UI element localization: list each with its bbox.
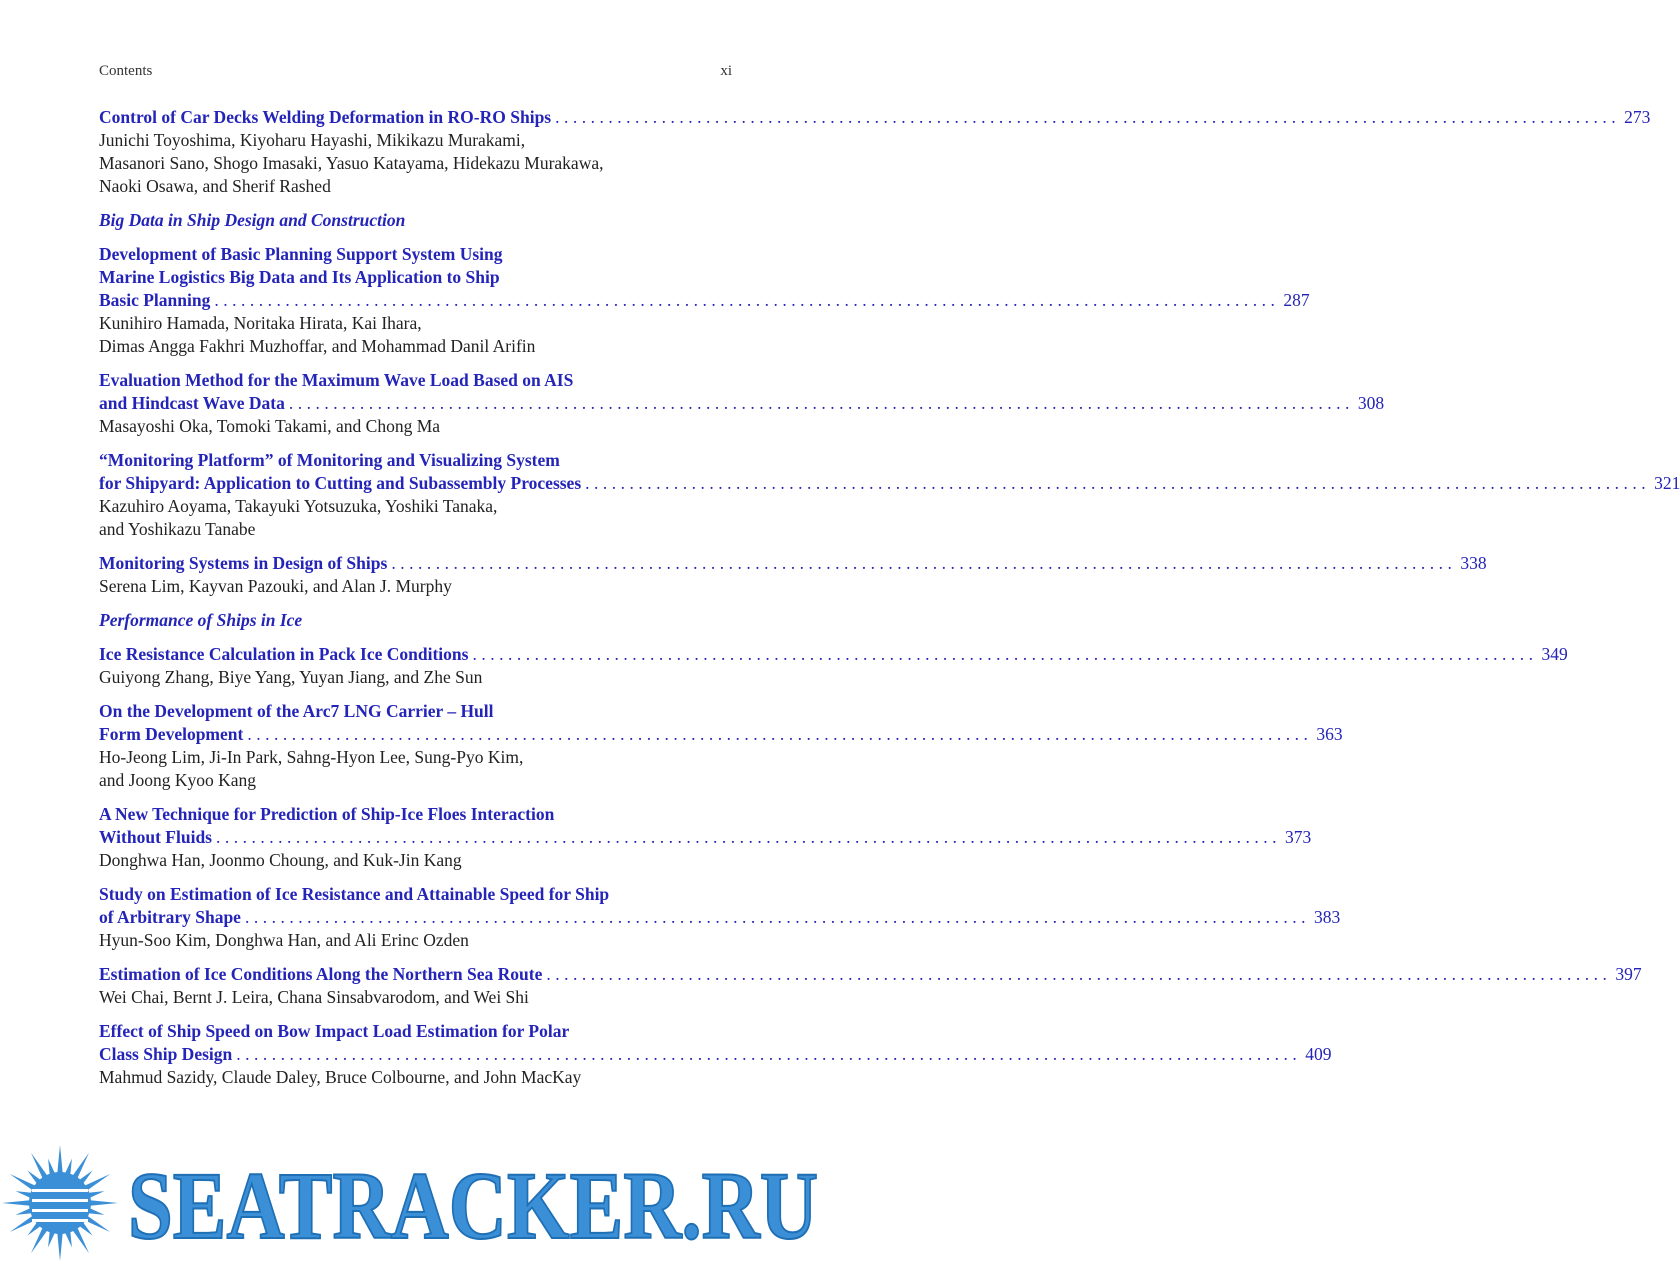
toc-entry[interactable]	[99, 803, 1312, 872]
sun-ray	[85, 1216, 111, 1232]
chapter-title-link[interactable]: Control of Car Decks Welding Deformation in RO-RO Ships	[99, 107, 552, 127]
page-number: xi	[720, 63, 732, 79]
sun-ray	[48, 1159, 55, 1175]
chapter-page-number[interactable]: 308	[1357, 393, 1385, 413]
chapter-title-line[interactable]: Effect of Ship Speed on Bow Impact Load Estimation for Polar	[99, 1021, 570, 1041]
running-header	[99, 63, 732, 80]
chapter-title-link[interactable]: Estimation of Ice Conditions Along the Northern Sea Route	[99, 964, 543, 984]
sun-stripe	[32, 1219, 88, 1222]
chapter-title-link[interactable]: of Arbitrary Shape	[99, 907, 241, 927]
author-line: and Joong Kyoo Kang	[99, 770, 256, 790]
chapter-title-link[interactable]: Without Fluids	[99, 827, 212, 847]
author-line: Naoki Osawa, and Sherif Rashed	[99, 176, 331, 196]
chapter-title-line[interactable]: On the Development of the Arc7 LNG Carrier – Hull	[99, 701, 494, 721]
author-line: Wei Chai, Bernt J. Leira, Chana Sinsabvarodom, and Wei Shi	[99, 987, 529, 1007]
toc-entry[interactable]	[99, 1020, 1332, 1089]
chapter-authors	[99, 929, 732, 952]
toc-entry[interactable]	[99, 552, 1487, 598]
chapter-title-line[interactable]: Study on Estimation of Ice Resistance and Attainable Speed for Ship	[99, 884, 610, 904]
dot-leader: ........................................................................................................................	[214, 290, 1280, 310]
section-heading: Performance of Ships in Ice	[99, 610, 303, 630]
sun-ray	[10, 1216, 36, 1232]
chapter-page-number[interactable]: 383	[1313, 907, 1341, 927]
sun-stripe	[32, 1199, 88, 1202]
author-line: Masayoshi Oka, Tomoki Takami, and Chong Ma	[99, 416, 441, 436]
dot-leader: ........................................................................................................................	[247, 724, 1313, 744]
sun-ray	[31, 1153, 47, 1179]
dot-leader: ........................................................................................................................	[288, 393, 1354, 413]
chapter-title-link[interactable]: for Shipyard: Application to Cutting and Subassembly Processes	[99, 473, 582, 493]
section-heading: Big Data in Ship Design and Construction	[99, 210, 406, 230]
toc-entry[interactable]	[99, 369, 1385, 438]
author-line: Guiyong Zhang, Biye Yang, Yuyan Jiang, and Zhe Sun	[99, 667, 483, 687]
dot-leader: ........................................................................................................................	[236, 1044, 1302, 1064]
watermark-text: SEATRACKER.RU	[128, 1152, 818, 1259]
chapter-title-line[interactable]: “Monitoring Platform” of Monitoring and Visualizing System	[99, 450, 560, 470]
toc-entry[interactable]	[99, 449, 1680, 541]
chapter-authors	[99, 575, 732, 598]
dot-leader: ........................................................................................................................	[391, 553, 1457, 573]
author-line: Mahmud Sazidy, Claude Daley, Bruce Colbourne, and John MacKay	[99, 1067, 582, 1087]
sun-ray	[16, 1208, 32, 1215]
sun-stripe	[32, 1209, 88, 1212]
chapter-authors	[99, 849, 732, 872]
chapter-page-number[interactable]: 397	[1615, 964, 1642, 984]
chapter-title-link[interactable]: Ice Resistance Calculation in Pack Ice Conditions	[99, 644, 469, 664]
chapter-authors	[99, 986, 732, 1009]
chapter-title-line[interactable]: Evaluation Method for the Maximum Wave Load Based on AIS	[99, 370, 574, 390]
dot-leader: ........................................................................................................................	[472, 644, 1538, 664]
table-of-contents	[99, 106, 1680, 1100]
sun-icon	[2, 1145, 118, 1261]
author-line: Serena Lim, Kayvan Pazouki, and Alan J. Murphy	[99, 576, 452, 596]
chapter-authors	[99, 129, 732, 198]
dot-leader: ........................................................................................................................	[585, 473, 1651, 493]
sun-ray	[65, 1231, 72, 1247]
chapter-title-line[interactable]: A New Technique for Prediction of Ship-Ice Floes Interaction	[99, 804, 555, 824]
chapter-authors	[99, 746, 732, 792]
sun-ray	[31, 1228, 47, 1254]
sun-ray	[2, 1200, 30, 1205]
sun-ray	[10, 1174, 36, 1190]
sun-ray	[88, 1208, 104, 1215]
chapter-page-number[interactable]: 349	[1541, 644, 1568, 664]
chapter-authors	[99, 312, 732, 358]
toc-entry[interactable]	[99, 243, 1310, 358]
author-line: Junichi Toyoshima, Kiyoharu Hayashi, Mikikazu Murakami,	[99, 130, 526, 150]
dot-leader: ........................................................................................................................	[555, 107, 1621, 127]
chapter-authors	[99, 666, 732, 689]
sun-ray	[16, 1191, 32, 1198]
chapter-title-link[interactable]: Form Development	[99, 724, 244, 744]
sun-ray	[88, 1191, 104, 1198]
chapter-authors	[99, 1066, 732, 1089]
chapter-page-number[interactable]: 409	[1305, 1044, 1332, 1064]
author-line: Hyun-Soo Kim, Donghwa Han, and Ali Erinc Ozden	[99, 930, 469, 950]
chapter-title-line[interactable]: Marine Logistics Big Data and Its Application to Ship	[99, 267, 500, 287]
sun-ray	[65, 1159, 72, 1175]
sun-disc	[29, 1172, 91, 1234]
author-line: Kunihiro Hamada, Noritaka Hirata, Kai Ihara,	[99, 313, 422, 333]
sun-ray	[90, 1200, 118, 1205]
chapter-title-link[interactable]: Class Ship Design	[99, 1044, 233, 1064]
author-line: Ho-Jeong Lim, Ji-In Park, Sahng-Hyon Lee, Sung-Pyo Kim,	[99, 747, 524, 767]
chapter-page-number[interactable]: 273	[1624, 107, 1651, 127]
chapter-authors	[99, 495, 732, 541]
chapter-page-number[interactable]: 373	[1284, 827, 1312, 847]
running-head-title: Contents	[99, 63, 153, 79]
author-line: Dimas Angga Fakhri Muzhoffar, and Mohammad Danil Arifin	[99, 336, 536, 356]
chapter-title-line[interactable]: Development of Basic Planning Support System Using	[99, 244, 503, 264]
toc-entry[interactable]	[99, 700, 1343, 792]
sun-ray	[48, 1231, 55, 1247]
toc-entry[interactable]	[99, 963, 1642, 1009]
chapter-page-number[interactable]: 321	[1654, 473, 1680, 493]
chapter-page-number[interactable]: 338	[1460, 553, 1487, 573]
sun-ray	[73, 1228, 89, 1254]
author-line: Kazuhiro Aoyama, Takayuki Yotsuzuka, Yoshiki Tanaka,	[99, 496, 498, 516]
chapter-title-link[interactable]: and Hindcast Wave Data	[99, 393, 285, 413]
sun-ray	[57, 1233, 62, 1261]
chapter-authors	[99, 415, 732, 438]
chapter-page-number[interactable]: 363	[1316, 724, 1343, 744]
dot-leader: ........................................................................................................................	[546, 964, 1612, 984]
dot-leader: ........................................................................................................................	[244, 907, 1310, 927]
chapter-page-number[interactable]: 287	[1283, 290, 1310, 310]
chapter-title-link[interactable]: Monitoring Systems in Design of Ships	[99, 553, 388, 573]
toc-entry[interactable]	[99, 106, 1651, 198]
sun-ray	[73, 1153, 89, 1179]
sun-stripe	[32, 1189, 88, 1192]
toc-entry[interactable]	[99, 643, 1568, 689]
dot-leader: ........................................................................................................................	[215, 827, 1281, 847]
chapter-title-link[interactable]: Basic Planning	[99, 290, 211, 310]
author-line: Masanori Sano, Shogo Imasaki, Yasuo Katayama, Hidekazu Murakawa,	[99, 153, 604, 173]
sun-ray	[57, 1145, 62, 1173]
toc-entry[interactable]	[99, 883, 1341, 952]
watermark-logo	[0, 1145, 831, 1260]
author-line: Donghwa Han, Joonmo Choung, and Kuk-Jin Kang	[99, 850, 462, 870]
author-line: and Yoshikazu Tanabe	[99, 519, 256, 539]
sun-ray	[85, 1174, 111, 1190]
